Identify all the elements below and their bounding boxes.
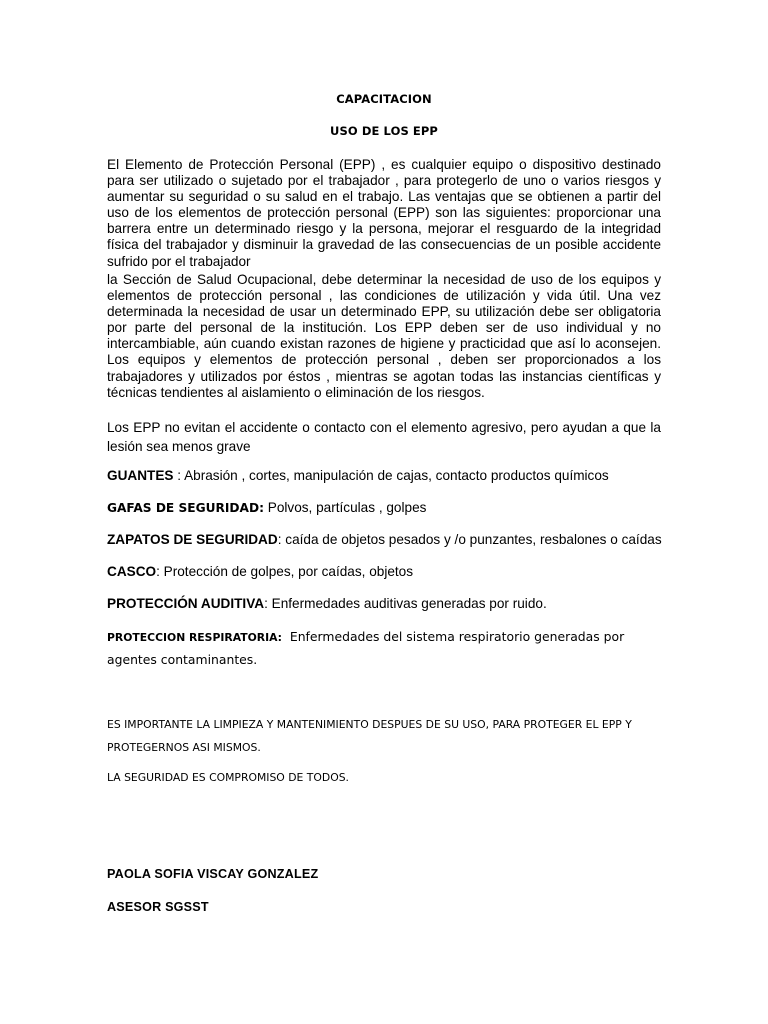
item-text: Enfermedades auditivas generadas por ruido. xyxy=(271,596,547,611)
item-separator: : xyxy=(173,468,185,483)
list-item-zapatos xyxy=(107,531,667,549)
list-item-casco xyxy=(107,563,667,581)
item-text: Polvos, partículas , golpes xyxy=(267,500,427,515)
note-commitment: LA SEGURIDAD ES COMPROMISO DE TODOS. xyxy=(107,771,349,784)
signature-name: PAOLA SOFIA VISCAY GONZALEZ xyxy=(107,867,319,881)
item-separator: : xyxy=(264,596,272,611)
paragraph-epp-limits: Los EPP no evitan el accidente o contacto con el elemento agresivo, pero ayudan a que la lesión sea menos grave xyxy=(107,420,661,454)
list-item-guantes xyxy=(107,467,667,485)
item-label: CASCO xyxy=(107,564,157,579)
item-separator xyxy=(282,629,290,644)
item-separator: : xyxy=(277,532,286,547)
item-text: Protección de golpes, por caídas, objetos xyxy=(163,564,414,579)
item-label: GUANTES xyxy=(107,468,174,483)
item-text: caída de objetos pesados y /o punzantes, resbalones o caídas xyxy=(285,532,662,547)
note-cleaning: ES IMPORTANTE LA LIMPIEZA Y MANTENIMIENTO DESPUES DE SU USO, PARA PROTEGER EL EPP Y PROTEGERNOS ASI MISMOS. xyxy=(107,718,632,754)
item-text: Enfermedades del sistema respiratorio generadas por agentes contaminantes. xyxy=(107,629,625,667)
list-item-gafas xyxy=(107,499,667,517)
item-separator: : xyxy=(156,564,164,579)
item-label: ZAPATOS DE SEGURIDAD xyxy=(107,532,278,547)
document-subtitle: USO DE LOS EPP xyxy=(330,124,438,138)
paragraph-occupational-health: la Sección de Salud Ocupacional, debe determinar la necesidad de uso de los equipos y elementos de protección personal , las condiciones de utilización y vida útil. Una vez determinada la necesidad de usar un determinado EPP, su utilización debe ser obligatoria por parte del personal de la institución. Los EPP deben ser de uso individual y no intercambiable, aún cuando existan razones de higiene y practicidad que así lo aconsejen. Los equipos y elementos de protección personal , deben ser proporcionados a los trabajadores y utilizados por éstos , mientras se agotan todas las instancias científicas y técnicas tendientes al aislamiento o eliminación de los riesgos. xyxy=(107,272,661,400)
item-label: PROTECCION RESPIRATORIA: xyxy=(107,631,282,644)
paragraph-epp-definition: El Elemento de Protección Personal (EPP) , es cualquier equipo o dispositivo destinado para ser utilizado o sujetado por el trabajador , para protegerlo de uno o varios riesgos y aumentar su seguridad o su salud en el trabajo. Las ventajas que se obtienen a partir del uso de los elementos de protección personal (EPP) son las siguientes: proporcionar una barrera entre un determinado riesgo y la persona, mejorar el resguardo de la integridad física del trabajador y disminuir la gravedad de las consecuencias de un posible accidente sufrido por el trabajador xyxy=(107,157,661,269)
item-label: PROTECCIÓN AUDITIVA xyxy=(107,596,265,611)
list-item-auditiva xyxy=(107,595,667,613)
item-label: GAFAS DE SEGURIDAD: xyxy=(107,501,264,515)
signature-role: ASESOR SGSST xyxy=(107,900,209,914)
item-text: Abrasión , cortes, manipulación de cajas, contacto productos químicos xyxy=(184,468,609,483)
document-title: CAPACITACION xyxy=(336,92,432,106)
list-item-respiratoria xyxy=(107,626,663,671)
